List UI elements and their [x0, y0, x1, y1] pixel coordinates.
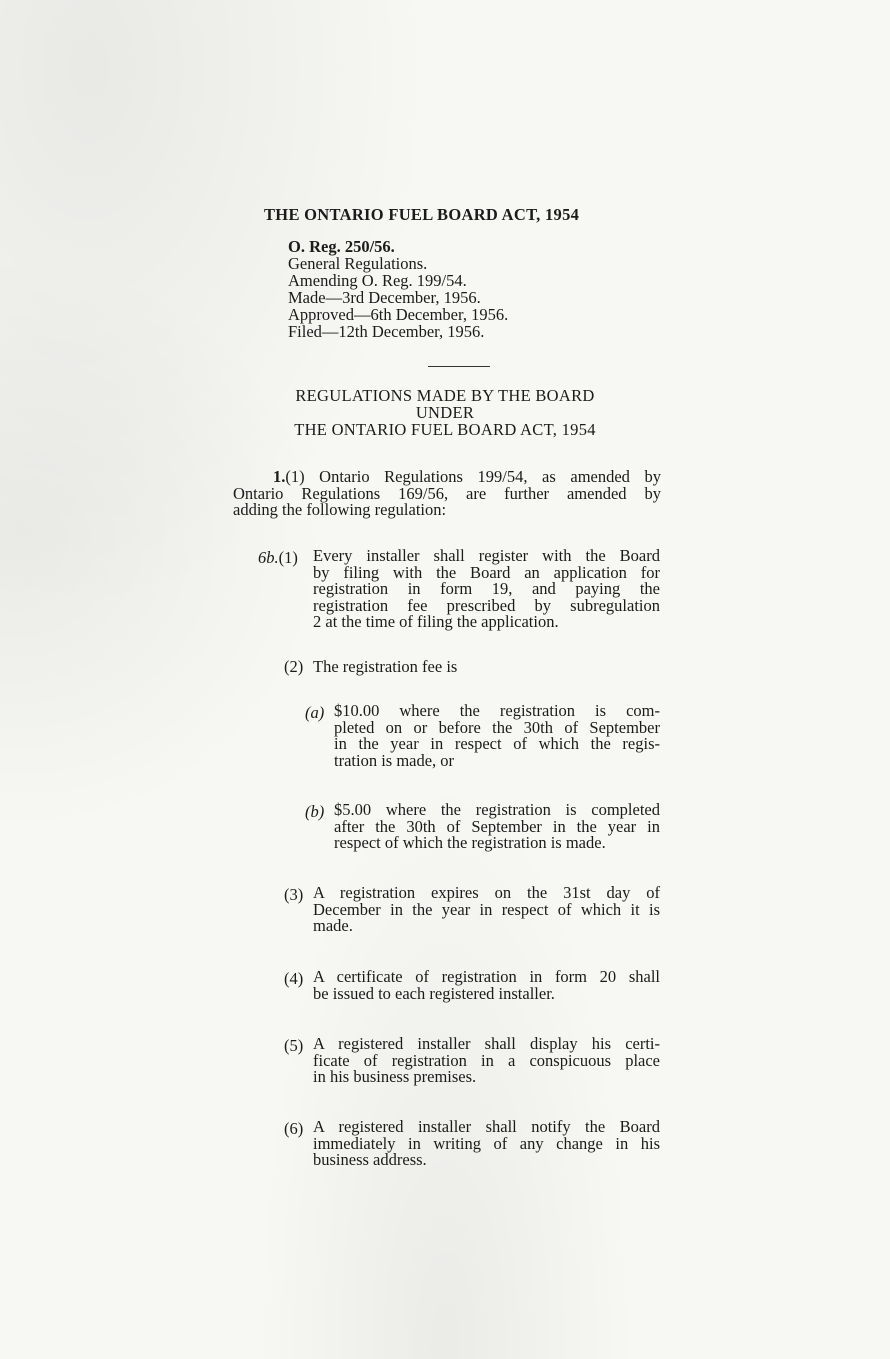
section-1-line: adding the following regulation:	[233, 500, 447, 519]
heading-line: UNDER	[415, 403, 475, 422]
act-title: THE ONTARIO FUEL BOARD ACT, 1954	[264, 205, 580, 224]
divider-rule	[428, 366, 490, 367]
clause-b-label: (b)	[305, 802, 325, 821]
regulation-detail: General Regulations.	[288, 254, 428, 273]
sub-3-text: A registration expires on the 31st day of December in the year in respect of which it is made.	[313, 883, 660, 935]
regulation-detail: Amending O. Reg. 199/54.	[288, 271, 467, 290]
sub-4-label: (4)	[284, 969, 304, 988]
clause-b-text: $5.00 where the registration is completed after the 30th of September in the year in respect of which the registration is made.	[334, 800, 660, 852]
sub-3-label: (3)	[284, 885, 304, 904]
regulation-header	[288, 238, 508, 340]
regulation-detail: Filed—12th December, 1956.	[288, 322, 485, 341]
heading-line: THE ONTARIO FUEL BOARD ACT, 1954	[294, 420, 596, 439]
regulation-detail: Made—3rd December, 1956.	[288, 288, 481, 307]
reg-6b-label: 6b.(1)	[258, 548, 298, 567]
section-1-label: 1.	[273, 467, 286, 486]
clause-a-text: $10.00 where the registration is com- pleted on or before the 30th of September in the year in respect of which the regis- tration is made, or	[334, 701, 660, 770]
sub-5-label: (5)	[284, 1036, 304, 1055]
reg-6b-text: Every installer shall register with the Board by filing with the Board an application for registration in form 19, and paying the registration fee prescribed by subregulation 2 at the time of filing the application.	[313, 546, 660, 631]
sub-2-text: The registration fee is	[313, 657, 458, 676]
section-1-line-1: 1.(1) Ontario Regulations 199/54, as amended by	[273, 467, 661, 486]
heading-line: REGULATIONS MADE BY THE BOARD	[295, 386, 595, 405]
sub-6-text: A registered installer shall notify the Board immediately in writing of any change in his business address.	[313, 1117, 660, 1169]
regulation-detail: Approved—6th December, 1956.	[288, 305, 509, 324]
clause-a-label: (a)	[305, 703, 325, 722]
sub-4-text: A certificate of registration in form 20 shall be issued to each registered installer.	[313, 967, 660, 1003]
sub-2-label: (2)	[284, 657, 304, 676]
regulation-number: O. Reg. 250/56.	[288, 237, 395, 256]
section-1	[233, 469, 661, 519]
sub-6-label: (6)	[284, 1119, 304, 1138]
sub-5-text: A registered installer shall display his certi- ficate of registration in a conspicuous place in his business premises.	[313, 1034, 660, 1086]
section-1-line: Ontario Regulations 169/56, are further amended by	[233, 483, 661, 503]
